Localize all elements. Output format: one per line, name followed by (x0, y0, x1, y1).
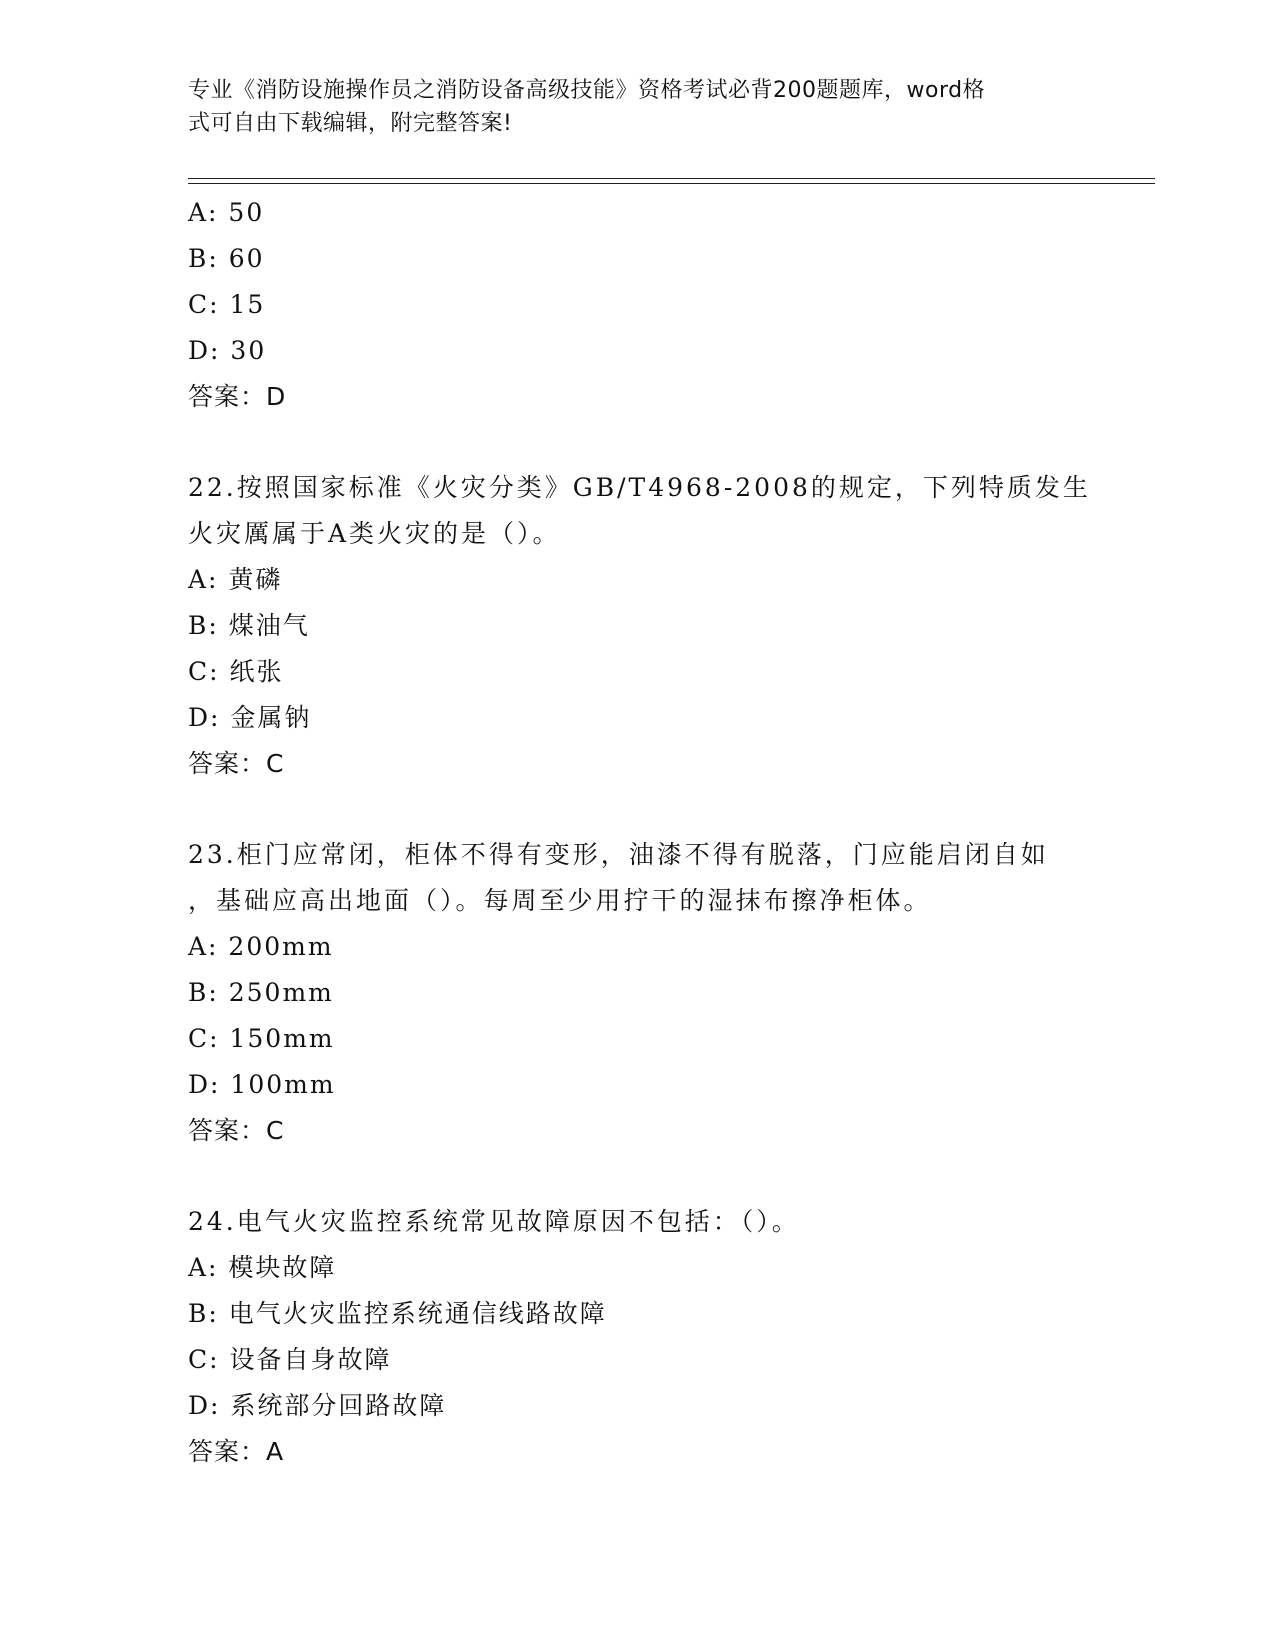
option-c: C: 设备自身故障 (188, 1345, 392, 1374)
option-d: D: 金属钠 (188, 703, 312, 732)
answer-line: 答案：D (188, 382, 287, 411)
answer-line: 答案：C (188, 749, 285, 778)
header-divider-top (188, 178, 1155, 179)
option-b: B: 煤油气 (188, 611, 310, 640)
question-stem: 23.柜门应常闭，柜体不得有变形，油漆不得有脱落，门应能启闭自如 (188, 840, 1049, 869)
option-a: A: 50 (188, 198, 265, 227)
question-block (188, 1199, 1088, 1475)
option-d: D: 系统部分回路故障 (188, 1391, 447, 1420)
header-divider-bottom (188, 183, 1155, 184)
option-d: D: 100mm (188, 1070, 336, 1099)
question-stem: ，基础应高出地面（）。每周至少用拧干的湿抹布擦净柜体。 (188, 886, 932, 915)
question-block (188, 832, 1088, 1154)
option-b: B: 电气火灾监控系统通信线路故障 (188, 1299, 607, 1328)
option-b: B: 60 (188, 244, 265, 273)
question-block (188, 465, 1091, 787)
answer-line: 答案：C (188, 1116, 285, 1145)
question-list (188, 190, 1091, 1475)
question-stem: 24.电气火灾监控系统常见故障原因不包括：（）。 (188, 1207, 800, 1236)
option-c: C: 15 (188, 290, 266, 319)
header-line: 式可自由下载编辑，附完整答案! (188, 111, 513, 136)
document-header (188, 74, 1068, 140)
header-line: 专业《消防设施操作员之消防设备高级技能》资格考试必背200题题库，word格 (188, 78, 986, 103)
option-d: D: 30 (188, 336, 267, 365)
question-stem: 22.按照国家标准《火灾分类》GB/T4968-2008的规定，下列特质发生 (188, 473, 1091, 502)
question-block (188, 190, 1088, 420)
option-a: A: 黄磷 (188, 565, 283, 594)
option-c: C: 150mm (188, 1024, 335, 1053)
option-a: A: 模块故障 (188, 1253, 337, 1282)
option-a: A: 200mm (188, 932, 334, 961)
option-c: C: 纸张 (188, 657, 284, 686)
question-stem: 火灾厲属于A类火灾的是（）。 (188, 519, 561, 548)
answer-line: 答案：A (188, 1437, 285, 1466)
option-b: B: 250mm (188, 978, 334, 1007)
